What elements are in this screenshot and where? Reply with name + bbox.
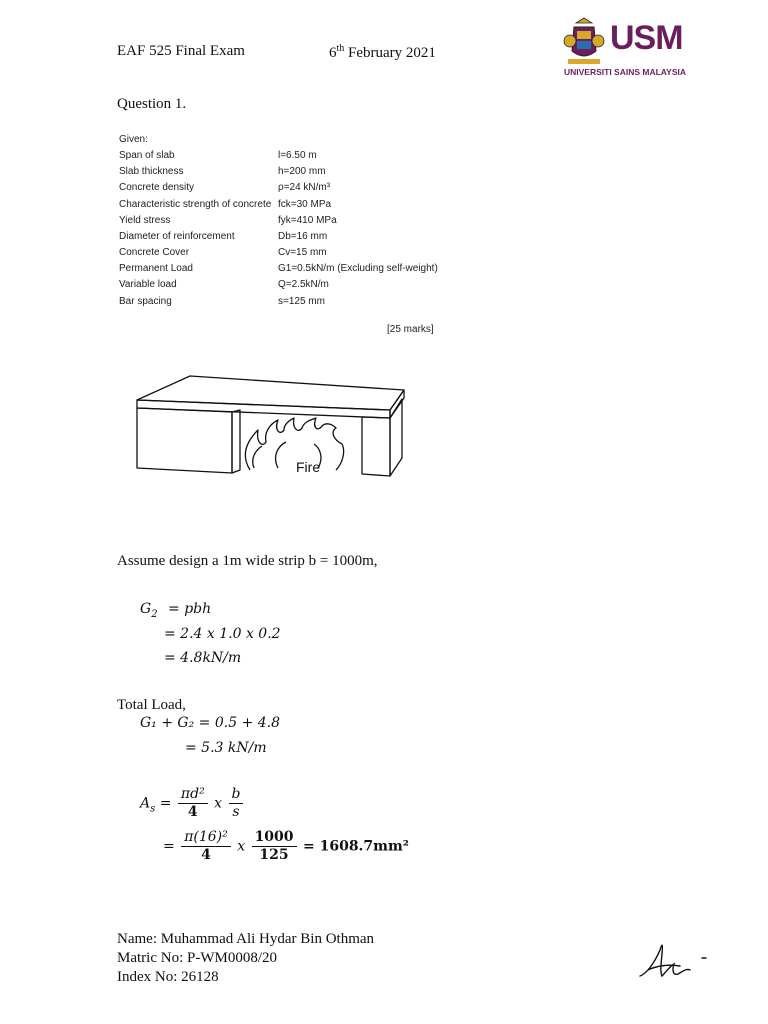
given-value: ρ=24 kN/m³ bbox=[278, 182, 331, 193]
given-value: G1=0.5kN/m (Excluding self-weight) bbox=[278, 263, 438, 274]
right-support bbox=[362, 417, 390, 476]
g2-line-1 bbox=[140, 601, 211, 620]
exam-date bbox=[329, 43, 436, 62]
frac-num: 1000 bbox=[252, 829, 297, 847]
g2-subscript: 2 bbox=[151, 608, 158, 620]
given-label: Diameter of reinforcement bbox=[119, 231, 235, 242]
as-subscript: s bbox=[150, 803, 156, 815]
given-row bbox=[119, 231, 479, 247]
g2-line-2: = 2.4 x 1.0 x 0.2 bbox=[164, 626, 281, 642]
given-row bbox=[119, 182, 479, 198]
given-value: fck=30 MPa bbox=[278, 199, 332, 210]
as-symbol: A bbox=[140, 795, 151, 812]
given-label: Yield stress bbox=[119, 215, 171, 226]
fire-flames-icon bbox=[245, 418, 343, 470]
frac-den: s bbox=[232, 804, 240, 820]
given-value: Cv=15 mm bbox=[278, 247, 327, 258]
logo-subtitle: UNIVERSITI SAINS MALAYSIA bbox=[564, 67, 687, 77]
given-value: s=125 mm bbox=[278, 296, 325, 307]
frac-num: b bbox=[229, 786, 244, 804]
left-support bbox=[137, 408, 232, 473]
g2-symbol: G bbox=[140, 601, 152, 617]
fraction-pi16-over-4 bbox=[181, 829, 231, 864]
fraction-b-over-s bbox=[229, 786, 244, 821]
given-value: l=6.50 m bbox=[278, 150, 317, 161]
as-result: = 1608.7mm² bbox=[302, 838, 409, 855]
frac-den: 4 bbox=[201, 847, 211, 863]
given-row bbox=[119, 166, 479, 182]
g2-formula: = pbh bbox=[168, 601, 212, 617]
given-row bbox=[119, 296, 479, 312]
given-value: fyk=410 MPa bbox=[278, 215, 337, 226]
total-load-line-2: = 5.3 kN/m bbox=[185, 740, 267, 756]
given-row bbox=[119, 263, 479, 279]
student-name: Name: Muhammad Ali Hydar Bin Othman bbox=[117, 931, 375, 947]
given-value: h=200 mm bbox=[278, 166, 326, 177]
course-title: EAF 525 Final Exam bbox=[117, 43, 245, 59]
given-label: Concrete density bbox=[119, 182, 195, 193]
logo-text: USM bbox=[610, 19, 683, 57]
fraction-pi-d2-over-4 bbox=[178, 786, 208, 821]
given-row bbox=[119, 247, 479, 263]
times-sign: x bbox=[214, 795, 223, 812]
given-row bbox=[119, 199, 479, 215]
g2-line-3: = 4.8kN/m bbox=[164, 650, 242, 666]
marks-label: [25 marks] bbox=[387, 324, 434, 335]
given-label: Slab thickness bbox=[119, 166, 184, 177]
as-line-2: = $\frac{\text{π(16)²}}{4}$ x $\frac{1000}{125}$ = 1608.7mm² bbox=[163, 829, 409, 863]
left-support-side bbox=[232, 410, 240, 473]
total-load-line-1: G₁ + G₂ = 0.5 + 4.8 bbox=[140, 715, 281, 731]
usm-logo bbox=[562, 17, 687, 79]
given-label: Span of slab bbox=[119, 150, 175, 161]
date-suffix: th bbox=[336, 43, 345, 54]
given-label: Concrete Cover bbox=[119, 247, 190, 258]
given-row bbox=[119, 150, 479, 166]
slab-fire-figure bbox=[132, 372, 412, 502]
given-row bbox=[119, 279, 479, 295]
student-info bbox=[117, 930, 374, 987]
frac-den: 125 bbox=[259, 847, 289, 863]
usm-crest-icon bbox=[562, 17, 606, 67]
as-line-1: $A_s$ = $\frac{\text{πd²}}{4}$ x $\frac{b}{s}$ bbox=[140, 786, 245, 821]
given-label: Characteristic strength of concrete bbox=[119, 199, 272, 210]
fire-caption: Fire bbox=[296, 459, 321, 475]
frac-num: π(16)² bbox=[181, 829, 231, 847]
given-label: Bar spacing bbox=[119, 296, 172, 307]
frac-den: 4 bbox=[187, 804, 198, 820]
assumption-text: Assume design a 1m wide strip b = 1000m, bbox=[117, 553, 378, 569]
given-label: Permanent Load bbox=[119, 263, 193, 274]
date-day: 6 bbox=[329, 45, 337, 61]
total-load-label: Total Load, bbox=[117, 697, 186, 713]
signature-icon bbox=[632, 936, 712, 984]
given-heading: Given: bbox=[119, 134, 148, 145]
matric-number: Matric No: P-WM0008/20 bbox=[117, 950, 277, 966]
given-label: Variable load bbox=[119, 279, 177, 290]
question-title: Question 1. bbox=[117, 96, 187, 112]
date-rest: February 2021 bbox=[348, 45, 436, 61]
times-sign: x bbox=[237, 838, 246, 855]
fraction-1000-over-125 bbox=[252, 829, 297, 864]
given-value: Q=2.5kN/m bbox=[278, 279, 329, 290]
given-row bbox=[119, 215, 479, 231]
index-number: Index No: 26128 bbox=[117, 969, 219, 985]
given-value: Db=16 mm bbox=[278, 231, 328, 242]
frac-num: πd² bbox=[178, 786, 208, 804]
